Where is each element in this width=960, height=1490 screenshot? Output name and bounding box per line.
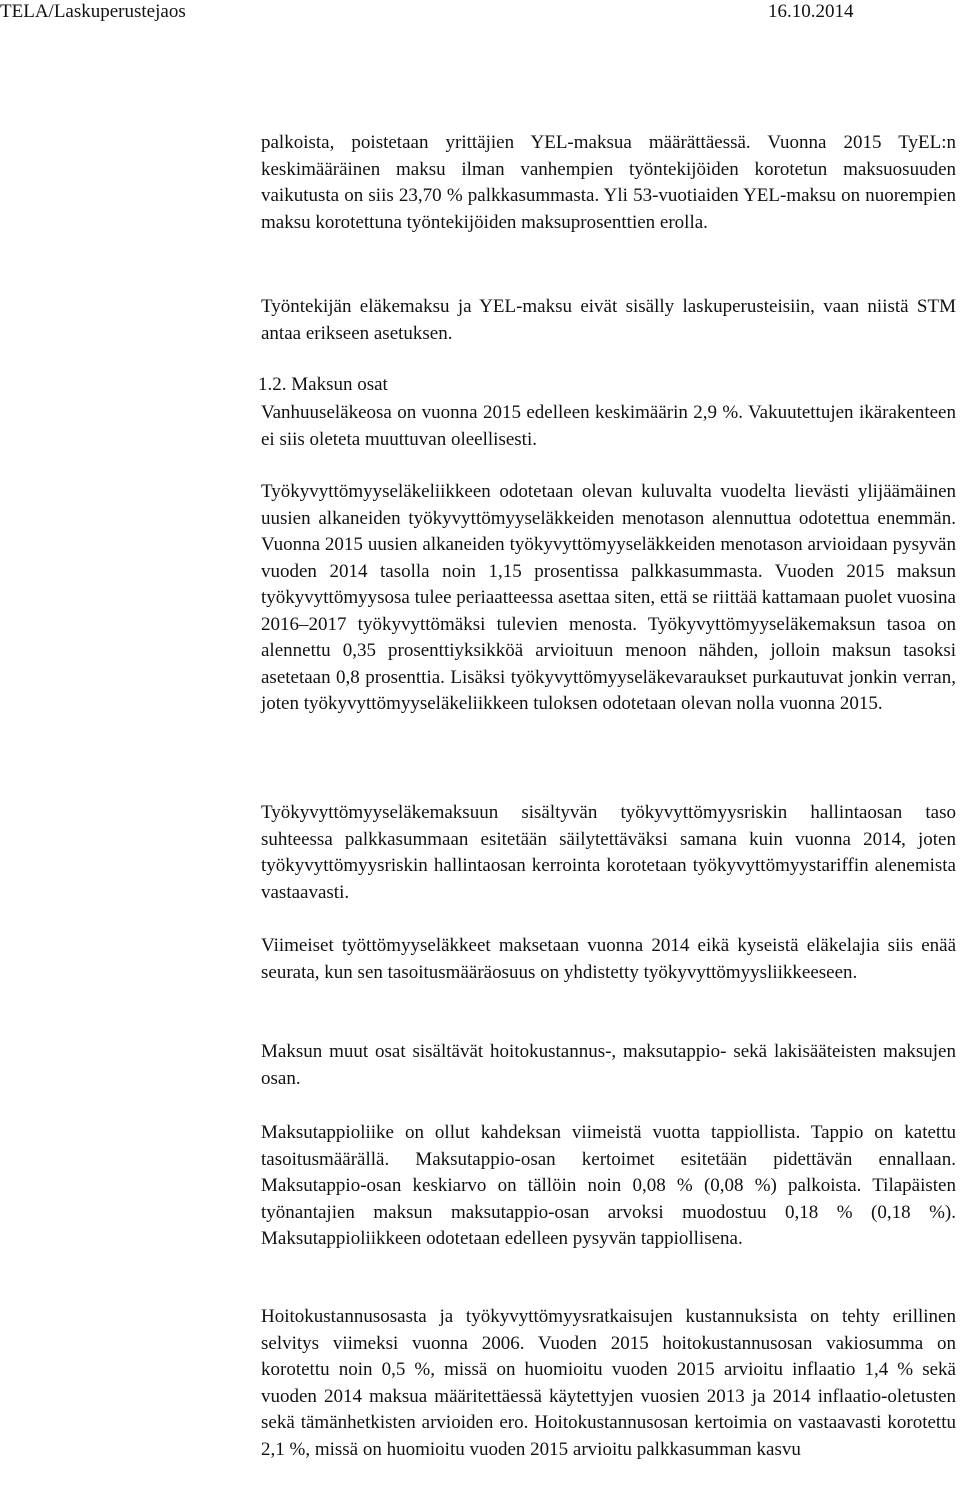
document-title: TELA/Laskuperustejaos (0, 1, 186, 22)
paragraph-tyottomyyselakkeet: Viimeiset työttömyyseläkkeet maksetaan vuonna 2014 eikä kyseistä eläkelajia siis enää seurata, kun sen tasoitusmääräosuus on yhdistetty työkyvyttömyysliikkeeseen. (261, 935, 956, 983)
paragraph-yel-maksu: palkoista, poistetaan yrittäjien YEL-maksua määrättäessä. Vuonna 2015 TyEL:n keskimääräinen maksu ilman vanhempien työntekijöiden korotetun maksuosuuden vaikutusta on siis 23,70 % palkkasummasta. Yli 53-vuotiaiden YEL-maksu on nuorempien maksu korotettuna työntekijöiden maksuprosenttien erolla. (261, 132, 956, 233)
paragraph-tyontekijan-elakemaksu: Työntekijän eläkemaksu ja YEL-maksu eivät sisälly laskuperusteisiin, vaan niistä STM antaa erikseen asetuksen. (261, 296, 956, 344)
paragraph-hoitokustannusosa: Hoitokustannusosasta ja työkyvyttömyysratkaisujen kustannuksista on tehty erillinen selvitys viimeksi vuonna 2006. Vuoden 2015 hoitokustannusosan vakiosumma on korotettu noin 0,5 %, missä on huomioitu vuoden 2015 arvioitu inflaatio 1,4 % sekä vuoden 2014 maksua määritettäessä käytettyjen vuosien 2013 ja 2014 inflaatio-oletusten sekä tämänhetkisten arvioiden ero. Hoitokustannusosan kertoimia on vastaavasti korotettu 2,1 %, missä on huomioitu vuoden 2015 arvioitu palkkasumman kasvu (261, 1306, 956, 1460)
section-heading: 1.2. Maksun osat (258, 374, 388, 395)
paragraph-muut-osat: Maksun muut osat sisältävät hoitokustannus-, maksutappio- sekä lakisääteisten maksujen osan. (261, 1041, 956, 1089)
paragraph-tyokyvyttomyyselakeliike: Työkyvyttömyyseläkeliikkeen odotetaan olevan kuluvalta vuodelta lievästi ylijäämäinen uusien alkaneiden työkyvyttömyyseläkkeiden menotason alennuttua odotettua enemmän. Vuonna 2015 uusien alkaneiden työkyvyttömyyseläkkeiden menotason arvioidaan pysyvän vuoden 2014 tasolla noin 1,15 prosentissa palkkasummasta. Vuoden 2015 maksun työkyvyttömyysosa tulee periaatteessa asettaa siten, että se riittää kattamaan puolet vuosina 2016–2017 työkyvyttömäksi tulevien menosta. Työkyvyttömyyseläkemaksun tasoa on alennettu 0,35 prosenttiyksikköä arvioituun menoon nähden, jolloin maksun tasoksi asetetaan 0,8 prosenttia. Lisäksi työkyvyttömyyseläkevaraukset purkautuvat jonkin verran, joten työkyvyttömyyseläkeliikkeen tuloksen odotetaan olevan nolla vuonna 2015. (261, 481, 956, 714)
document-date: 16.10.2014 (768, 1, 854, 22)
paragraph-vanhuuselakeosa: Vanhuuseläkeosa on vuonna 2015 edelleen keskimäärin 2,9 %. Vakuutettujen ikärakenteen ei siis oleteta muuttuvan oleellisesti. (261, 402, 956, 450)
paragraph-tyokyvyttomyysriskin-hallintaosa: Työkyvyttömyyseläkemaksuun sisältyvän työkyvyttömyysriskin hallintaosan taso suhteessa palkkasummaan esitetään säilytettäväksi samana kuin vuonna 2014, joten työkyvyttömyysriskin hallintaosan kerrointa korotetaan työkyvyttömyystariffin alenemista vastaavasti. (261, 802, 956, 903)
paragraph-maksutappioliike: Maksutappioliike on ollut kahdeksan viimeistä vuotta tappiollista. Tappio on katettu tasoitusmäärällä. Maksutappio-osan kertoimet esitetään pidettävän ennallaan. Maksutappio-osan keskiarvo on tällöin noin 0,08 % (0,08 %) palkoista. Tilapäisten työnantajien maksun maksutappio-osan arvoksi muodostuu 0,18 % (0,18 %). Maksutappioliikkeen odotetaan edelleen pysyvän tappiollisena. (261, 1122, 956, 1249)
page-header (0, 0, 960, 34)
